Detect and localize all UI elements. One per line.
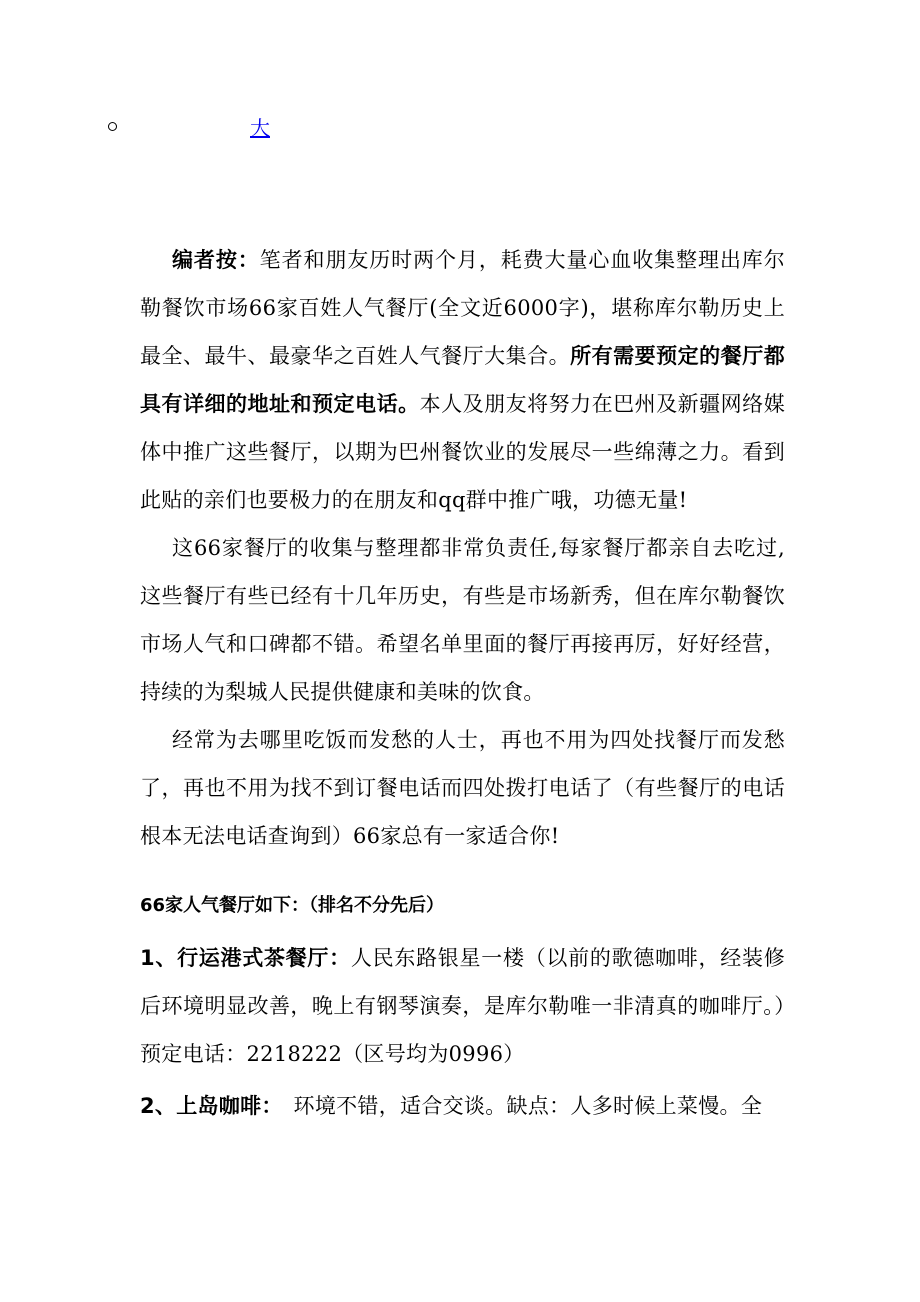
font-size-large-link[interactable]: 大 xyxy=(250,116,270,140)
article-body xyxy=(140,236,785,1130)
restaurant-desc: 人民东路银星一楼（以前的歌德咖啡，经装修后环境明显改善，晚上有钢琴演奏，是库尔勒唯一非清真的咖啡厅。）预定电话：2218222（区号均为0996） xyxy=(140,946,785,1066)
restaurant-item xyxy=(140,934,785,1078)
list-heading: 66家人气餐厅如下：（排名不分先后） xyxy=(140,895,445,916)
editor-note-text-1: 笔者和朋友历时两个月，耗费大量心血收集整理出库尔勒餐饮市场66家百姓人气餐厅(全文近6000字)，堪称库尔勒历史上最全、最牛、最豪华之百姓人气餐厅大集合。 xyxy=(140,248,786,368)
intro-paragraph-3: 经常为去哪里吃饭而发愁的人士，再也不用为四处找餐厅而发愁了，再也不用为找不到订餐电话而四处拨打电话了（有些餐厅的电话根本无法电话查询到）66家总有一家适合你! xyxy=(140,728,785,848)
editor-note-label: 编者按： xyxy=(172,248,260,272)
bullet-circle-icon xyxy=(108,122,117,131)
restaurant-desc: 环境不错，适合交谈。缺点：人多时候上菜慢。全 xyxy=(272,1094,763,1118)
restaurant-item xyxy=(140,1082,785,1130)
font-size-option xyxy=(108,112,408,142)
intro-paragraph-2: 这66家餐厅的收集与整理都非常负责任,每家餐厅都亲自去吃过,这些餐厅有些已经有十几年历史，有些是市场新秀，但在库尔勒餐饮市场人气和口碑都不错。希望名单里面的餐厅再接再厉，好好经营，持续的为梨城人民提供健康和美味的饮食。 xyxy=(140,536,785,704)
restaurant-title: 1、行运港式茶餐厅： xyxy=(140,946,351,970)
editor-note-text-2: 本人及朋友将努力在巴州及新疆网络媒体中推广这些餐厅，以期为巴州餐饮业的发展尽一些绵薄之力。看到此贴的亲们也要极力的在朋友和qq群中推广哦，功德无量! xyxy=(140,392,785,512)
restaurant-title: 2、上岛咖啡： xyxy=(140,1094,273,1118)
editor-note-paragraph xyxy=(140,236,785,524)
editor-note-bold-text: 所有需要预定的餐厅都具有详细的地址和预定电话。 xyxy=(140,344,786,416)
